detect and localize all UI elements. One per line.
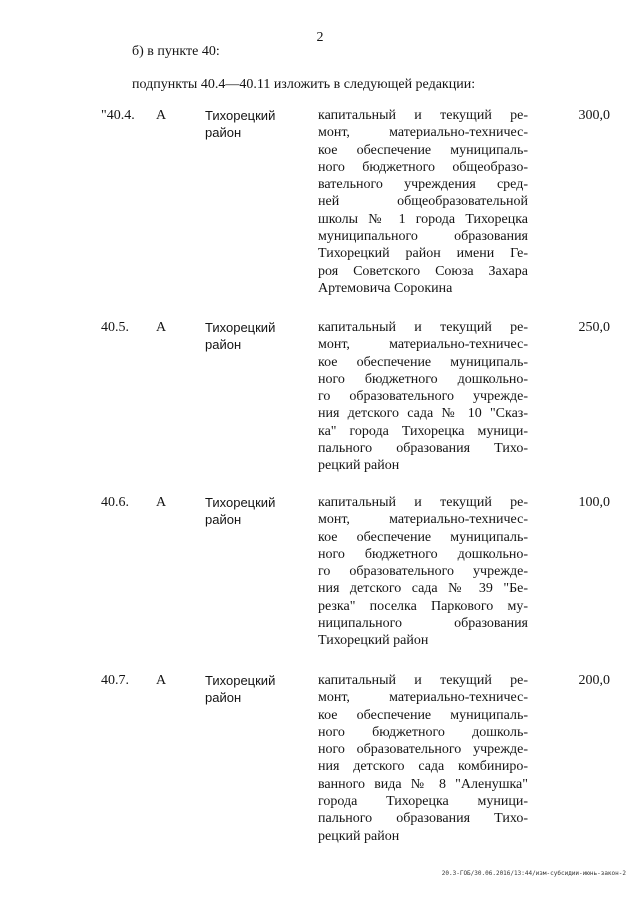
description-line: рецкий район — [318, 458, 400, 474]
description-line: ния детского сада № 10 "Сказ- — [318, 406, 528, 422]
description-line: вательного учреждения сред- — [318, 177, 528, 193]
district-line: район — [205, 512, 242, 528]
description-line: пального образования Тихо- — [318, 811, 528, 827]
description-line: резка" поселка Паркового му- — [318, 598, 528, 614]
description-line: го образовательного учрежде- — [318, 564, 528, 580]
intro-line-1: б) в пункте 40: — [132, 44, 220, 59]
description-line: кое обеспечение муниципаль- — [318, 529, 528, 545]
page-number: 2 — [316, 30, 324, 45]
description-line: монт, материально-техничес- — [318, 690, 528, 706]
row-category: А — [156, 320, 167, 335]
description-line: школы № 1 города Тихорецка — [318, 211, 528, 227]
description-line: ней общеобразовательной — [318, 194, 528, 210]
intro-line-2: подпункты 40.4—40.11 изложить в следующей редакции: — [132, 77, 476, 92]
description-line: Тихорецкий район имени Ге- — [318, 246, 528, 262]
row-description — [318, 494, 528, 650]
description-line: кое обеспечение муниципаль- — [318, 707, 528, 723]
description-line: рецкий район — [318, 828, 400, 844]
description-line: ния детского сада комбиниро- — [318, 759, 528, 775]
district-line: Тихорецкий — [205, 108, 276, 123]
description-line: ного образовательного учрежде- — [318, 742, 528, 758]
description-line: кое обеспечение муниципаль- — [318, 354, 528, 370]
row-description — [318, 319, 528, 475]
row-district — [205, 319, 295, 354]
row-district — [205, 672, 295, 707]
description-line: Тихорецкий район — [318, 633, 429, 649]
district-line: Тихорецкий — [205, 495, 276, 510]
description-line: ка" города Тихорецка муници- — [318, 423, 528, 439]
row-district — [205, 107, 295, 142]
description-line: ниципального образования — [318, 616, 528, 632]
description-line: ного бюджетного дошкольно- — [318, 546, 528, 562]
description-line: роя Советского Союза Захара — [318, 263, 528, 279]
description-line: капитальный и текущий ре- — [318, 320, 528, 335]
row-description — [318, 107, 528, 297]
description-line: Артемовича Сорокина — [318, 280, 453, 296]
district-line: район — [205, 337, 242, 353]
row-category: А — [156, 495, 167, 510]
row-district — [205, 494, 295, 529]
description-line: муниципального образования — [318, 229, 528, 245]
district-line: район — [205, 690, 242, 706]
row-number: "40.4. — [101, 108, 135, 123]
row-description — [318, 672, 528, 845]
row-category: А — [156, 108, 167, 123]
description-line: монт, материально-техничес- — [318, 125, 528, 141]
district-line: Тихорецкий — [205, 673, 276, 688]
description-line: города Тихорецка муници- — [318, 794, 528, 810]
description-line: капитальный и текущий ре- — [318, 108, 528, 123]
description-line: го образовательного учрежде- — [318, 389, 528, 405]
description-line: кое обеспечение муниципаль- — [318, 142, 528, 158]
row-number: 40.5. — [101, 320, 129, 335]
row-amount: 250,0 — [578, 320, 610, 335]
description-line: монт, материально-техничес- — [318, 512, 528, 528]
district-line: Тихорецкий — [205, 320, 276, 335]
description-line: ного бюджетного общеобразо- — [318, 159, 528, 175]
row-number: 40.6. — [101, 495, 129, 510]
district-line: район — [205, 125, 242, 141]
row-amount: 100,0 — [578, 495, 610, 510]
row-amount: 200,0 — [578, 673, 610, 688]
description-line: ного бюджетного дошколь- — [318, 724, 528, 740]
description-line: пального образования Тихо- — [318, 441, 528, 457]
row-category: А — [156, 673, 167, 688]
description-line: ного бюджетного дошкольно- — [318, 371, 528, 387]
description-line: монт, материально-техничес- — [318, 337, 528, 353]
row-number: 40.7. — [101, 673, 129, 688]
row-amount: 300,0 — [578, 108, 610, 123]
description-line: капитальный и текущий ре- — [318, 495, 528, 510]
document-footer: 20.3-ГОБ/30.06.2016/13:44/изм-субсидии-июнь-закон-2 — [441, 870, 626, 877]
description-line: капитальный и текущий ре- — [318, 673, 528, 688]
description-line: ванного вида № 8 "Аленушка" — [318, 776, 528, 792]
description-line: ния детского сада № 39 "Бе- — [318, 581, 528, 597]
